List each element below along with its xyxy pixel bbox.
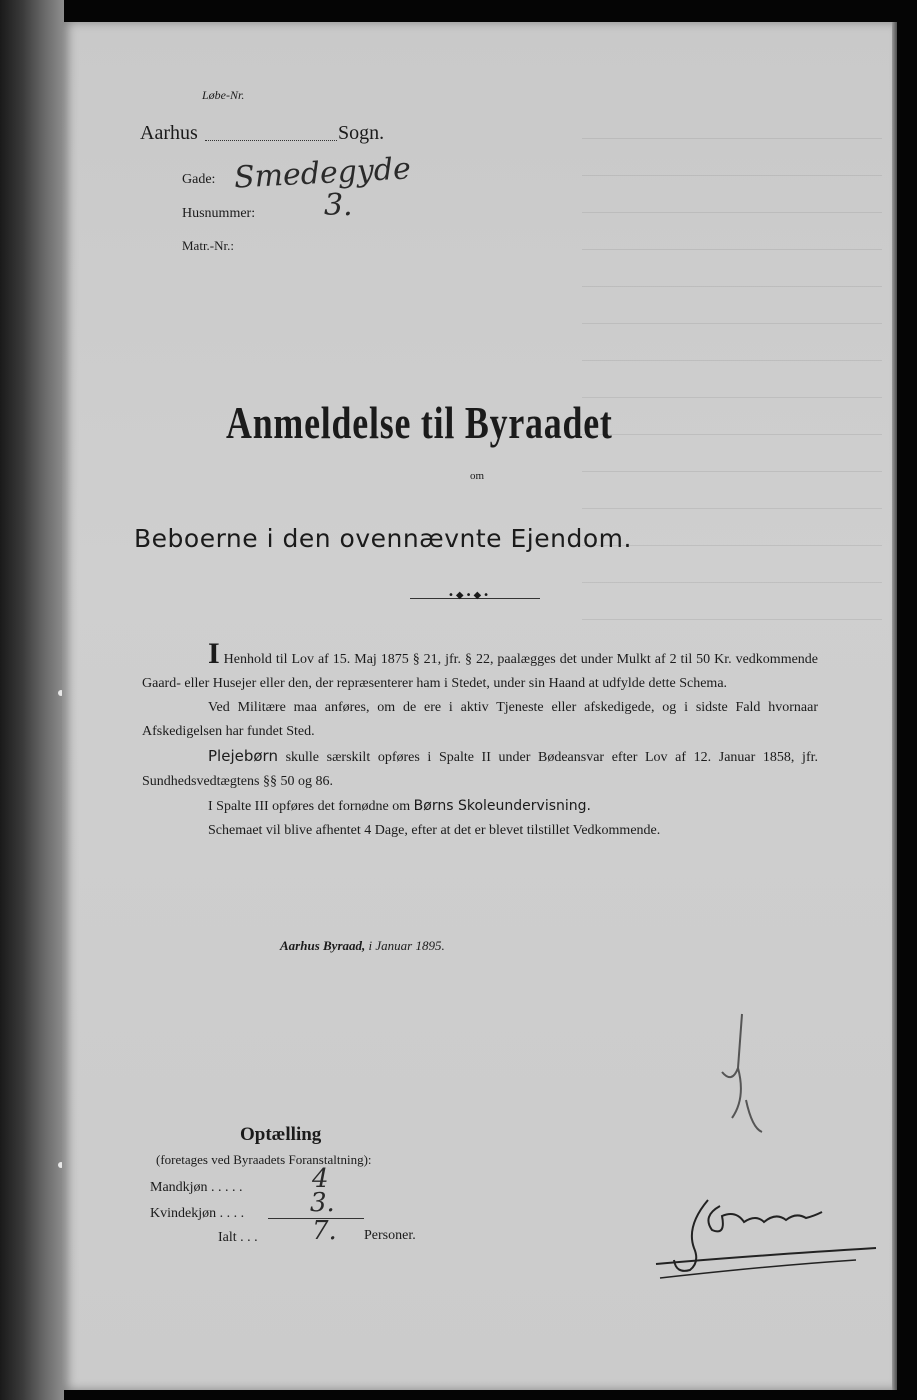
ialt-value: 7. — [312, 1216, 337, 1246]
dropcap: I — [208, 637, 220, 670]
count-subtitle: (foretages ved Byraadets Foranstaltning): — [156, 1152, 372, 1167]
issuer-date — [280, 938, 445, 954]
mandkjon-label: Mandkjøn . . . . . — [150, 1180, 243, 1195]
sogn-dotted-line — [205, 140, 337, 141]
paragraph-2: Ved Militære maa anføres, om de ere i aktiv Tjeneste eller afskedigede, og i sidste Fald hvornaar Afskedigelsen har fundet Sted. — [142, 700, 818, 739]
issuer-name: Aarhus Byraad, — [280, 938, 366, 953]
ialt-label: Ialt . . . — [218, 1230, 258, 1245]
paragraph-5: Schemaet vil blive afhentet 4 Dage, efter at det er blevet tilstillet Vedkommende. — [208, 823, 661, 838]
city-label: Aarhus — [140, 122, 198, 144]
ornament-dots: •◆•◆• — [448, 590, 492, 601]
matr-nr-label: Matr.-Nr.: — [182, 238, 234, 253]
page-subtitle: Beboerne i den ovennævnte Ejendom. — [134, 524, 632, 553]
om-label: om — [470, 470, 485, 482]
gade-label: Gade: — [182, 172, 216, 187]
document-page — [62, 22, 894, 1390]
personer-label: Personer. — [364, 1228, 416, 1243]
count-title: Optælling — [240, 1124, 322, 1145]
skoleundervisning-emphasis: Børns Skoleundervisning. — [413, 798, 591, 814]
page-title: Anmeldelse til Byraadet — [226, 397, 613, 448]
paragraph-4 — [142, 794, 818, 819]
instructions-body — [142, 637, 819, 843]
loebe-nr-label: Løbe-Nr. — [202, 88, 245, 102]
paragraph-4-text: I Spalte III opføres det fornødne om — [208, 799, 414, 814]
owner-signature — [646, 1186, 886, 1286]
husnummer-label: Husnummer: — [182, 206, 256, 221]
kvindekjon-value: 3. — [310, 1188, 335, 1218]
kvindekjon-label: Kvindekjøn . . . . — [150, 1206, 245, 1221]
book-spine — [0, 0, 64, 1400]
scan-edge — [892, 22, 897, 1390]
issue-date: i Januar 1895. — [365, 938, 445, 953]
pencil-mark — [702, 1008, 782, 1138]
mandkjon-value: 4 — [312, 1164, 329, 1194]
plejeborn-emphasis: Plejebørn — [208, 747, 278, 765]
husnummer-value: 3. — [324, 188, 353, 223]
gade-value: Smedegyde — [233, 151, 412, 196]
paragraph-3-text: skulle særskilt opføres i Spalte II under Bødeansvar efter Lov af 12. Januar 1858, jfr. Sundhedsvedtægtens §§ 50 og 86. — [142, 750, 818, 789]
paragraph-1 — [142, 637, 819, 696]
paragraph-1-text: Henhold til Lov af 15. Maj 1875 § 21, jfr. § 22, paalægges det under Mulkt af 2 til 50 Kr. vedkommende Gaard- eller Husejer eller den, der repræsenterer ham i Stedet, under sin Haand at udfylde dette Schema. — [142, 652, 819, 691]
sogn-label: Sogn. — [338, 122, 385, 144]
paragraph-3 — [142, 744, 818, 794]
